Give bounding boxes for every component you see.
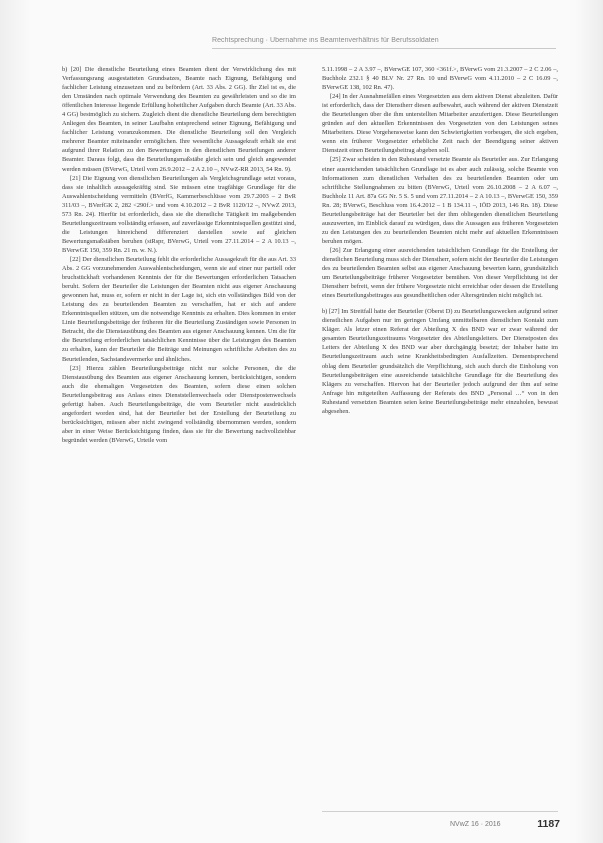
paragraph: b) [27] Im Streitfall hatte der Beurteiler (Oberst D) zu Beurteilungszwecken aufgrund seiner dienstlichen Aufgaben nur im geringen Umfang unmittelbaren dienstlichen Kontakt zum Kläger. Als letzer einen Referat der Abteilung X des BND war er zwar während der gesamten Beurteilungszeitraums Vorgesetzter des Abteilungsleiters. Der Dienstposten des Leiters der Abteilung X des BND war aber durchgängig besetzt; der Inhaber hatte im Beurteilungszeitraum auch seine Krankheitsbedingten Ausfallzeiten. Dementsprechend oblag dem Beurteiler grundsätzlich die Verpflichtung, sich auch durch die Einholung von Beurteilungsbeiträgen eine ausreichende tatsächliche Grundlage für die Beurteilung des Klägers zu verschaffen. Hiervon hat der Beurteiler jedoch aufgrund der ihm auf seine Anfrage hin mitgeteilten Auffassung der Referats des BND „Personal …“ von in den Ruhestand versetzten Beamten seien keine Beurteilungsbeiträge mehr einzuholen, bewusst abgesehen.	[322, 308, 558, 415]
paragraph: [21] Die Eignung von dienstlichen Beurteilungen als Vergleichsgrundlage setzt voraus, dass sie inhaltlich aussagekräftig sind. Sie müssen eine tragfähige Grundlage für die Auswahlentscheidung vermitteln (BVerfG, Kammerbeschlüsse vom 29.7.2003 – 2 BvR 311/03 –, BVerfGK 2, 282 <290f.> und vom 4.10.2012 – 2 BvR 1120/12 –, NVwZ 2013, 573 Rn. 24). Hierfür ist erforderlich, dass sie die dienstliche Tätigkeit im maßgebenden Beurteilungszeitraum vollständig erfassen, auf zuverlässige Erkenntnisquellen gestützt sind, die Leistungen hinreichend differenziert darstellen sowie auf gleichen Bewertungsmaßstäben beruhen (stRspr, BVerwG, Urteil vom 27.11.2014 – 2 A 10.13 –, BVerwGE 150, 359 Rn. 21 m. w. N.).	[62, 174, 296, 254]
left-column	[62, 65, 296, 445]
paragraph: [23] Hierzu zählen Beurteilungsbeiträge nicht nur solche Personen, die die Dienstausübung des Beamten aus eigener Anschauung kennen, berücksichtigen, sondern auch die ehemaligen Vorgesetzten des Beamten, sofern diese einen solchen Beurteilungsbeitrag aus Anlass eines Dienststellenwechsels oder Dienstpostenwechsels gefertigt haben. Auch Beurteilungsbeiträge, die vom Beurteiler nicht ausdrücklich angefordert worden sind, hat der Beurteiler bei der Erstellung der Beurteilung zu berücksichtigen, müssen aber nicht zwingend vollständig übernommen werden, sondern aber in einer Weise Berücksichtigung finden, dass sie für die Bewertung nachvollziehbar begründet werden (BVerwG, Urteile vom	[62, 364, 296, 444]
page-footer	[450, 818, 560, 832]
paragraph: [25] Zwar scheiden in den Ruhestand versetzte Beamte als Beurteiler aus. Zur Erlangung einer ausreichenden tatsächlichen Grundlage ist es aber auch zulässig, solche Beamte von Informationen zum dienstlichen Verhalten des zu beurteilenden Beamten oder um schriftliche Stellungnahmen zu bitten (BVerwG, Urteil vom 26.10.2008 – 2 A 6.07 –, Buchholz 11 Art. 87a GG Nr. 5 S. 5 und vom 27.11.2014 – 2 A 10.13 –, BVerwGE 150, 359 Rn. 28; BVerwG, Beschluss vom 16.4.2012 – 1 B 134.11 –, IÖD 2013, 146 Rn. 18). Diese Beurteilungsbeiträge hat der Beurteiler bei der ihm obliegenden dienstlichen Beurteilung auszuwerten, im Einblick darauf zu würdigen, dass die Aussagen aus früheren Vorgesetzten zu den Leistungen des zu beurteilenden Beamten nicht mehr auf aktuellen Erkenntnissen beruhen mögen.	[322, 156, 558, 245]
header-divider	[212, 48, 556, 49]
paragraph: [26] Zur Erlangung einer ausreichenden tatsächlichen Grundlage für die Erstellung der dienstlichen Beurteilung muss sich der Dienstherr, sofern nicht der Beurteiler die Leistungen des zu beurteilenden Beamten selbst aus eigener Anschauung bewerten kann, grundsätzlich um Beurteilungsbeiträge früherer Vorgesetzter bemühen. Von dieser Verpflichtung ist der Dienstherr befreit, wenn der frühere Vorgesetzte nicht erreichbar oder dessen die Erstellung eines Beurteilungsbeitrages aus gesundheitlichen oder Altersgründen nicht möglich ist.	[322, 246, 558, 300]
footer-divider	[322, 811, 558, 812]
running-header: Rechtsprechung · Übernahme ins Beamtenverhältnis für Berufssoldaten	[212, 37, 439, 44]
paragraph: b) [20] Die dienstliche Beurteilung eines Beamten dient der Verwirklichung des mit Verfassungsrang ausgestatteten Grundsatzes, Beamte nach Eignung, Befähigung und fachlicher Leistung einzusetzen und zu befördern (Art. 33 Abs. 2 GG). Ihr Ziel ist es, die den Umständen nach optimale Verwendung des Beamten zu gewährleisten und so die im öffentlichen Interesse liegende Erfüllung hoheitlicher Aufgaben durch Beamte (Art. 33 Abs. 4 GG) bestmöglich zu sichern. Zugleich dient die dienstliche Beurteilung dem berechtigten Anliegen des Beamten, in seiner Laufbahn entsprechend seiner Eignung, Befähigung und fachlicher Leistung voranzukommen. Die dienstliche Beurteilung soll den Vergleich mehrerer Beamter miteinander ermöglichen. Ihre wesentliche Aussagekraft erhält sie erst aufgrund ihrer Relation zu den Bewertungen in den dienstlichen Beurteilungen anderer Beamter. Daraus folgt, dass die Beurteilungsmaßstäbe gleich sein und gleich angewendet werden müssen (BVerwG, Urteil vom 26.9.2012 – 2 A 2.10 –, NVwZ-RR 2013, 54 Rn. 9).	[62, 66, 296, 173]
paragraph: [24] In der Ausnahmefällen eines Vorgesetzten aus dem aktiven Dienst abzuleiten. Dafür ist erforderlich, dass der Dienstherr diesen aufbewahrt, auch während der aktiven Dienstzeit die Beurteilungen über die ihm unterstellten Mitarbeiter anzufertigen. Diese Beurteilungen gründen auf den aktuellen Erkenntnissen des Vorgesetzten von den Leistungen seines Mitarbeiters. Diese Vorgehensweise kann den Schwierigkeiten vorbeugen, die sich ergeben, wenn ein früherer Vorgesetzter erhebliche Zeit nach der Beendigung seiner aktiven Dienstzeit einen Beurteilungsbeitrag abgeben soll.	[322, 93, 558, 155]
paragraph: [22] Der dienstlichen Beurteilung fehlt die erforderliche Aussagekraft für die aus Art. 33 Abs. 2 GG vorzunehmenden Auswahlentscheidungen, wenn sie auf einer nur partiell oder bruchstückhaft vorhandenen Kenntnis der für die Bewertungen erforderlichen Tatsachen beruht. Sofern der Beurteiler die Leistungen der Beamten nicht aus eigener Anschauung gewonnen hat, muss er, sofern er nicht in der Lage ist, sich ein vollständiges Bild von der Leistung des zu beurteilenden Beamten zu verschaffen, hat er sich auf andere Erkenntnisquellen stützen, um die notwendige Kenntnis zu erhalten. Dies kommen in erster Linie Beurteilungsbeiträge der früheren für die Beurteilung Zuständigen sowie Personen in Betracht, die die Dienstausübung des Beamten aus eigener Anschauung kennen. Um die für die Beurteilung erforderlichen tatsächlichen Kenntnisse über die Leistungen des Beamten zu erhalten, kann der Beurteiler die Beiträge und Meinungen schriftliche Arbeiten des zu Beurteilenden, Sachstandsvermerke und ähnliches.	[62, 255, 296, 363]
page-number: 1187	[537, 818, 560, 830]
right-column	[322, 65, 558, 416]
journal-issue: NVwZ 16 · 2016	[450, 821, 501, 828]
paragraph: 5.11.1998 – 2 A 3.97 –, BVerwGE 107, 360 <361f.>, BVerwG vom 21.3.2007 – 2 C 2.06 –, Buchholz 232.1 § 40 BLV Nr. 27 Rn. 10 und BVerwG vom 4.11.2010 – 2 C 16.09 –, BVerwGE 138, 102 Rn. 47).	[322, 66, 558, 92]
